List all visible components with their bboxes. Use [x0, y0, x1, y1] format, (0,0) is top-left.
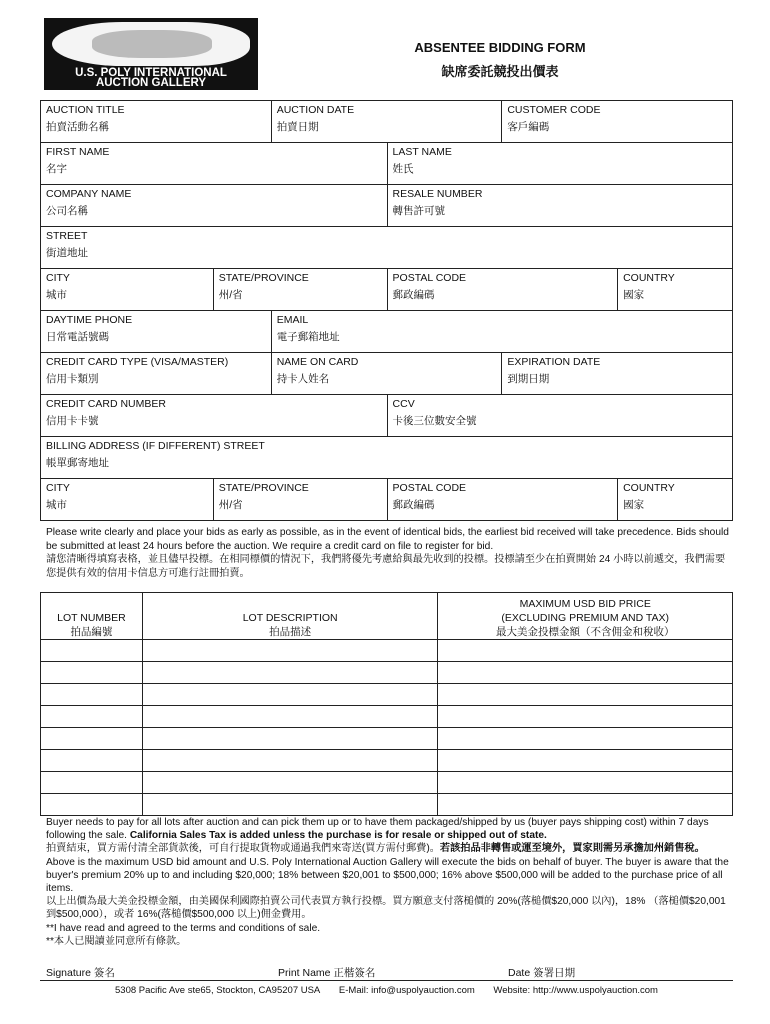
lot-number-header: LOT NUMBER 拍品編號 — [41, 593, 143, 640]
form-title-chinese: 缺席委託競投出價表 — [441, 64, 559, 79]
billing-postal-field[interactable]: POSTAL CODE 郵政編碼 — [387, 479, 618, 521]
auction-title-field[interactable]: AUCTION TITLE 拍賣活動名稱 — [41, 101, 272, 143]
terms-and-conditions — [46, 816, 736, 948]
footer-email[interactable]: E-Mail: info@uspolyauction.com — [338, 985, 475, 996]
footer-address: 5308 Pacific Ave ste65, Stockton, CA95207 USA — [115, 985, 321, 996]
customer-code-field[interactable]: CUSTOMER CODE 客戶編碼 — [502, 101, 733, 143]
logo-text — [44, 68, 258, 88]
billing-street-field[interactable]: BILLING ADDRESS (IF DIFFERENT) STREET 帳單郵寄地址 — [41, 437, 733, 479]
expiration-date-field[interactable]: EXPIRATION DATE 到期日期 — [502, 353, 733, 395]
company-name-field[interactable]: COMPANY NAME 公司名稱 — [41, 185, 388, 227]
daytime-phone-field[interactable]: DAYTIME PHONE 日常電話號碼 — [41, 311, 272, 353]
terms-agreement-en: **I have read and agreed to the terms and conditions of sale. — [46, 922, 321, 934]
lots-table — [40, 592, 733, 816]
table-row[interactable] — [41, 640, 733, 662]
footer-website[interactable]: Website: http://www.uspolyauction.com — [493, 985, 658, 996]
first-name-field[interactable]: FIRST NAME 名字 — [41, 143, 388, 185]
table-row[interactable] — [41, 728, 733, 750]
city-field[interactable]: CITY 城市 — [41, 269, 214, 311]
card-number-field[interactable]: CREDIT CARD NUMBER 信用卡卡號 — [41, 395, 388, 437]
last-name-field[interactable]: LAST NAME 姓氏 — [387, 143, 732, 185]
table-row[interactable] — [41, 684, 733, 706]
logo-line2: AUCTION GALLERY — [95, 77, 207, 89]
table-row[interactable] — [41, 772, 733, 794]
terms-premium-zh: 以上出價為最大美金投標金額，由美國保利國際拍賣公司代表買方執行投標。買方願意支付落槌價的 20%(落槌價$20,000 以內)，18% （落槌價$20,001 到$500,000），或者 16%(落槌價$500,000 以上)佣金費用。 — [46, 896, 726, 921]
lots-header-row — [41, 593, 733, 640]
notice-english: Please write clearly and place your bids as early as possible, as in the event of identical bids, the earliest bid received will take precedence. Bids should be submitted at least 24 hours before the auction. We require a credit card on file to register for bid. — [46, 527, 729, 552]
email-field[interactable]: EMAIL 電子郵箱地址 — [271, 311, 732, 353]
billing-country-field[interactable]: COUNTRY 國家 — [618, 479, 733, 521]
terms-payment-zh: 拍賣結束，買方需付清全部貨款後，可自行提取貨物或通過我們來寄送(買方需付郵費)。若該拍品非轉售或運至境外，買家則需另承擔加州銷售稅。 — [46, 843, 705, 855]
signature-line — [40, 980, 733, 981]
terms-agreement-zh: **本人已閱讀並同意所有條款。 — [46, 935, 187, 947]
footer — [40, 985, 733, 996]
table-row[interactable] — [41, 706, 733, 728]
table-row[interactable] — [41, 794, 733, 816]
name-on-card-field[interactable]: NAME ON CARD 持卡人姓名 — [271, 353, 502, 395]
street-field[interactable]: STREET 街道地址 — [41, 227, 733, 269]
card-type-field[interactable]: CREDIT CARD TYPE (VISA/MASTER) 信用卡類別 — [41, 353, 272, 395]
date-field[interactable]: Date 簽署日期 — [508, 967, 576, 979]
bidding-notice — [46, 526, 730, 580]
auction-date-field[interactable]: AUCTION DATE 拍賣日期 — [271, 101, 502, 143]
max-bid-header: MAXIMUM USD BID PRICE (EXCLUDING PREMIUM AND TAX) 最大美金投標金額（不含佣金和稅收） — [438, 593, 733, 640]
company-logo — [44, 18, 258, 90]
terms-payment-en: Buyer needs to pay for all lots after auction and can pick them up or to have them packaged/shipped by us (buyer pays shipping cost) within 7 days following the sale. California Sales Tax is added unless the purchase is for resale or shipped out of state. — [46, 817, 709, 842]
billing-city-field[interactable]: CITY 城市 — [41, 479, 214, 521]
form-title: ABSENTEE BIDDING FORM — [414, 40, 586, 55]
postal-code-field[interactable]: POSTAL CODE 郵政編碼 — [387, 269, 618, 311]
print-name-field[interactable]: Print Name 正楷簽名 — [278, 967, 376, 979]
signature-field[interactable]: Signature 簽名 — [46, 967, 115, 979]
logo-emblem — [52, 22, 250, 66]
resale-number-field[interactable]: RESALE NUMBER 轉售許可號 — [387, 185, 732, 227]
table-row[interactable] — [41, 750, 733, 772]
table-row[interactable] — [41, 662, 733, 684]
country-field[interactable]: COUNTRY 國家 — [618, 269, 733, 311]
bidder-info-table — [40, 100, 733, 521]
state-field[interactable]: STATE/PROVINCE 州/省 — [213, 269, 387, 311]
billing-state-field[interactable]: STATE/PROVINCE 州/省 — [213, 479, 387, 521]
ccv-field[interactable]: CCV 卡後三位數安全號 — [387, 395, 732, 437]
lot-description-header: LOT DESCRIPTION 拍品描述 — [142, 593, 438, 640]
logo-line1: U.S. POLY INTERNATIONAL — [75, 67, 227, 79]
terms-premium-en: Above is the maximum USD bid amount and U.S. Poly International Auction Gallery will execute the bids on behalf of buyer. The buyer is aware that the buyer's premium 20% up to and including $20,000; 18% between $20,001 to $500,000; 16% above $500,000 will be added to the purchase price of all items. — [46, 856, 729, 895]
notice-chinese: 請您清晰得填寫表格，並且儘早投標。在相同標價的情況下，我們將優先考慮給與最先收到的投標。投標請至少在拍賣開始 24 小時以前遞交，我們需要您提供有效的信用卡信息方可進行註冊拍賣。 — [46, 554, 726, 579]
